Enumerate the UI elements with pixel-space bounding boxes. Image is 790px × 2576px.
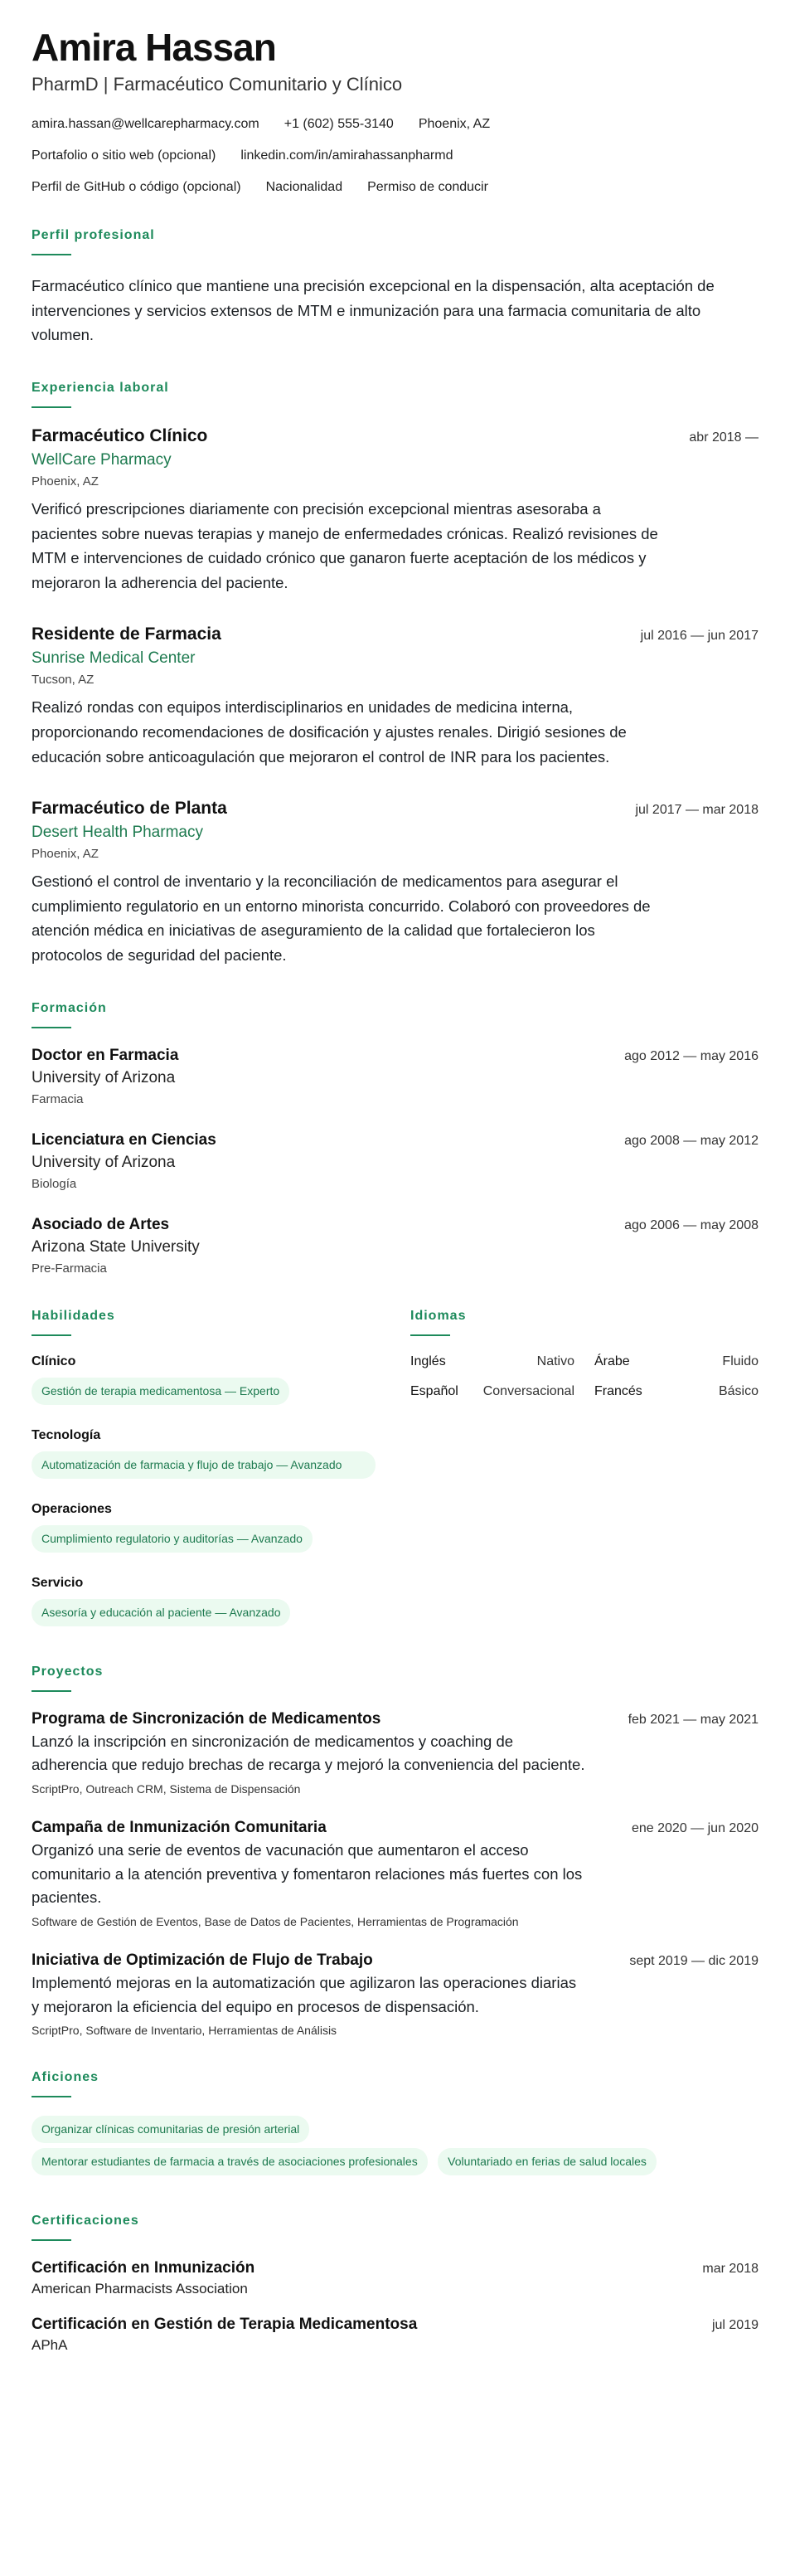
contact-phone[interactable]: +1 (602) 555-3140 (284, 117, 394, 132)
cert-name: Certificación en Inmunización (32, 2259, 255, 2277)
project-title: Programa de Sincronización de Medicamentos (32, 1709, 381, 1728)
experience-section (32, 381, 758, 968)
edu-degree: Licenciatura en Ciencias (32, 1130, 216, 1149)
job-entry (32, 426, 758, 595)
section-divider (410, 1334, 450, 1336)
language-name: Árabe (594, 1354, 630, 1368)
job-company: Desert Health Pharmacy (32, 824, 203, 842)
languages-grid (410, 1354, 758, 1399)
cert-date: jul 2019 (711, 2318, 758, 2333)
project-tech: ScriptPro, Outreach CRM, Sistema de Dispensación (32, 1781, 301, 1796)
edu-field: Biología (32, 1176, 77, 1191)
job-description: Verificó prescripciones diariamente con precisión excepcional mientras asesoraba a pacientes sobre nuevas terapias y manejo de enfermedades crónicas. Realizó revisiones de MTM e intervenciones de cuidado crónico que ganaron fuerte aceptación de los médicos y mejoraron la adherencia del paciente. (32, 499, 658, 591)
job-entry (32, 799, 758, 967)
language-level: Nativo (536, 1354, 574, 1368)
job-entry (32, 625, 758, 769)
resume-header (32, 25, 758, 195)
candidate-headline: PharmD | Farmacéutico Comunitario y Clínico (32, 74, 403, 95)
certifications-section (32, 2214, 758, 2354)
contact-email[interactable]: amira.hassan@wellcarepharmacy.com (32, 117, 259, 132)
project-title: Campaña de Inmunización Comunitaria (32, 1818, 327, 1836)
skills-column (32, 1309, 377, 1631)
project-entry (32, 1819, 758, 1928)
skill-chip: Cumplimiento regulatorio y auditorías — Avanzado (32, 1525, 313, 1553)
job-date: abr 2018 — (689, 430, 758, 445)
certification-entry (32, 2316, 758, 2354)
skill-group (32, 1502, 377, 1558)
language-item (594, 1354, 758, 1369)
section-divider (32, 2239, 71, 2241)
skill-group (32, 1354, 377, 1410)
cert-name: Certificación en Gestión de Terapia Medicamentosa (32, 2316, 418, 2334)
skill-category: Servicio (32, 1575, 84, 1590)
section-title: Idiomas (410, 1308, 467, 1323)
education-entry (32, 1047, 758, 1106)
project-entry (32, 1710, 758, 1796)
language-name: Español (410, 1383, 458, 1398)
job-company: WellCare Pharmacy (32, 450, 172, 469)
project-description: Organizó una serie de eventos de vacunación que aumentaron el acceso comunitario a la atención preventiva y fomentaron relaciones más fuertes con los pacientes. (32, 1840, 583, 1907)
edu-degree: Doctor en Farmacia (32, 1046, 179, 1064)
section-title: Formación (32, 1000, 107, 1015)
hobbies-section (32, 2070, 758, 2180)
edu-degree: Asociado de Artes (32, 1215, 170, 1233)
education-entry (32, 1216, 758, 1276)
job-title: Farmacéutico de Planta (32, 799, 227, 819)
projects-section (32, 1665, 758, 2038)
skills-languages-section (32, 1309, 758, 1631)
language-level: Fluido (722, 1354, 758, 1368)
section-divider (32, 254, 71, 255)
edu-school: University of Arizona (32, 1153, 176, 1171)
edu-date: ago 2006 — may 2008 (624, 1218, 758, 1232)
cert-issuer: American Pharmacists Association (32, 2281, 248, 2297)
project-description: Lanzó la inscripción en sincronización de medicamentos y coaching de adherencia que redujo brechas de recarga y mejoró la conveniencia del paciente. (32, 1732, 585, 1774)
languages-column (410, 1309, 758, 1631)
contact-github[interactable]: Perfil de GitHub o código (opcional) (32, 180, 241, 195)
job-location: Phoenix, AZ (32, 847, 99, 862)
summary-section (32, 228, 758, 348)
project-tech: ScriptPro, Software de Inventario, Herramientas de Análisis (32, 2024, 337, 2038)
section-title: Certificaciones (32, 2214, 139, 2228)
edu-field: Pre-Farmacia (32, 1261, 107, 1276)
certification-entry (32, 2259, 758, 2297)
hobby-chips (32, 2116, 758, 2180)
job-description: Realizó rondas con equipos interdisciplinarios en unidades de medicina interna, proporcionando recomendaciones de dosificación y ajustes renales. Dirigió sesiones de educación sobre anticoagulación que mejoraron el control de INR para los pacientes. (32, 698, 627, 766)
section-title: Aficiones (32, 2070, 99, 2085)
edu-date: ago 2012 — may 2016 (624, 1048, 758, 1063)
section-divider (32, 406, 71, 408)
job-date: jul 2016 — jun 2017 (640, 629, 758, 644)
job-title: Farmacéutico Clínico (32, 425, 208, 445)
skill-chip: Asesoría y educación al paciente — Avanzado (32, 1599, 290, 1626)
cert-issuer: APhA (32, 2337, 68, 2354)
project-date: feb 2021 — may 2021 (628, 1712, 758, 1727)
project-tech: Software de Gestión de Eventos, Base de Datos de Pacientes, Herramientas de Programación (32, 1914, 519, 1928)
education-entry (32, 1131, 758, 1191)
job-title: Residente de Farmacia (32, 625, 221, 644)
skill-chip: Automatización de farmacia y flujo de trabajo — Avanzado (32, 1451, 376, 1479)
contact-license: Permiso de conducir (367, 180, 488, 195)
language-name: Francés (594, 1383, 642, 1398)
education-section (32, 1001, 758, 1276)
edu-school: University of Arizona (32, 1068, 176, 1086)
project-title: Iniciativa de Optimización de Flujo de Trabajo (32, 1951, 373, 1969)
language-level: Conversacional (482, 1383, 574, 1398)
contact-nationality: Nacionalidad (265, 180, 343, 195)
language-item (594, 1384, 758, 1399)
job-company: Sunrise Medical Center (32, 649, 196, 668)
section-title: Habilidades (32, 1308, 115, 1323)
skill-category: Tecnología (32, 1427, 101, 1442)
contact-portfolio[interactable]: Portafolio o sitio web (opcional) (32, 148, 216, 163)
project-date: ene 2020 — jun 2020 (631, 1820, 758, 1835)
project-date: sept 2019 — dic 2019 (629, 1953, 758, 1968)
hobby-chip: Organizar clínicas comunitarias de presión arterial (32, 2116, 309, 2143)
section-divider (32, 1027, 71, 1028)
hobby-chip: Mentorar estudiantes de farmacia a través de asociaciones profesionales (32, 2148, 428, 2175)
contact-info (32, 117, 662, 195)
section-divider (32, 1690, 71, 1692)
job-location: Tucson, AZ (32, 673, 95, 688)
contact-location: Phoenix, AZ (418, 117, 491, 132)
edu-school: Arizona State University (32, 1237, 200, 1256)
skill-group (32, 1428, 377, 1484)
section-title: Proyectos (32, 1664, 104, 1679)
edu-field: Farmacia (32, 1091, 84, 1106)
skill-category: Clínico (32, 1354, 76, 1368)
hobby-chip: Voluntariado en ferias de salud locales (438, 2148, 657, 2175)
job-date: jul 2017 — mar 2018 (635, 803, 758, 818)
job-location: Phoenix, AZ (32, 474, 99, 488)
skill-group (32, 1576, 377, 1631)
section-divider (32, 2096, 71, 2097)
contact-linkedin[interactable]: linkedin.com/in/amirahassanpharmd (240, 148, 453, 163)
edu-date: ago 2008 — may 2012 (624, 1133, 758, 1148)
project-description: Implementó mejoras en la automatización que agilizaron las operaciones diarias y mejoraron la eficiencia del equipo en procesos de dispensación. (32, 1973, 577, 2015)
skill-category: Operaciones (32, 1501, 112, 1516)
language-item (410, 1354, 574, 1369)
section-title: Perfil profesional (32, 228, 155, 243)
cert-date: mar 2018 (702, 2262, 758, 2277)
section-title: Experiencia laboral (32, 380, 169, 395)
skill-chip: Gestión de terapia medicamentosa — Experto (32, 1378, 289, 1405)
job-description: Gestionó el control de inventario y la reconciliación de medicamentos para asegurar el cumplimiento regulatorio en un entorno minorista concurrido. Colaboró con proveedores de atención médica en iniciativas de aseguramiento de la calidad que fortalecieron los protocolos de seguridad del paciente. (32, 872, 651, 964)
language-name: Inglés (410, 1354, 446, 1368)
summary-text: Farmacéutico clínico que mantiene una precisión excepcional en la dispensación, alta aceptación de intervenciones y servicios extensos de MTM e inmunización para una farmacia comunitaria de alto volumen. (32, 277, 715, 344)
candidate-name: Amira Hassan (32, 26, 276, 69)
language-item (410, 1384, 574, 1399)
project-entry (32, 1951, 758, 2037)
section-divider (32, 1334, 71, 1336)
language-level: Básico (718, 1383, 758, 1398)
